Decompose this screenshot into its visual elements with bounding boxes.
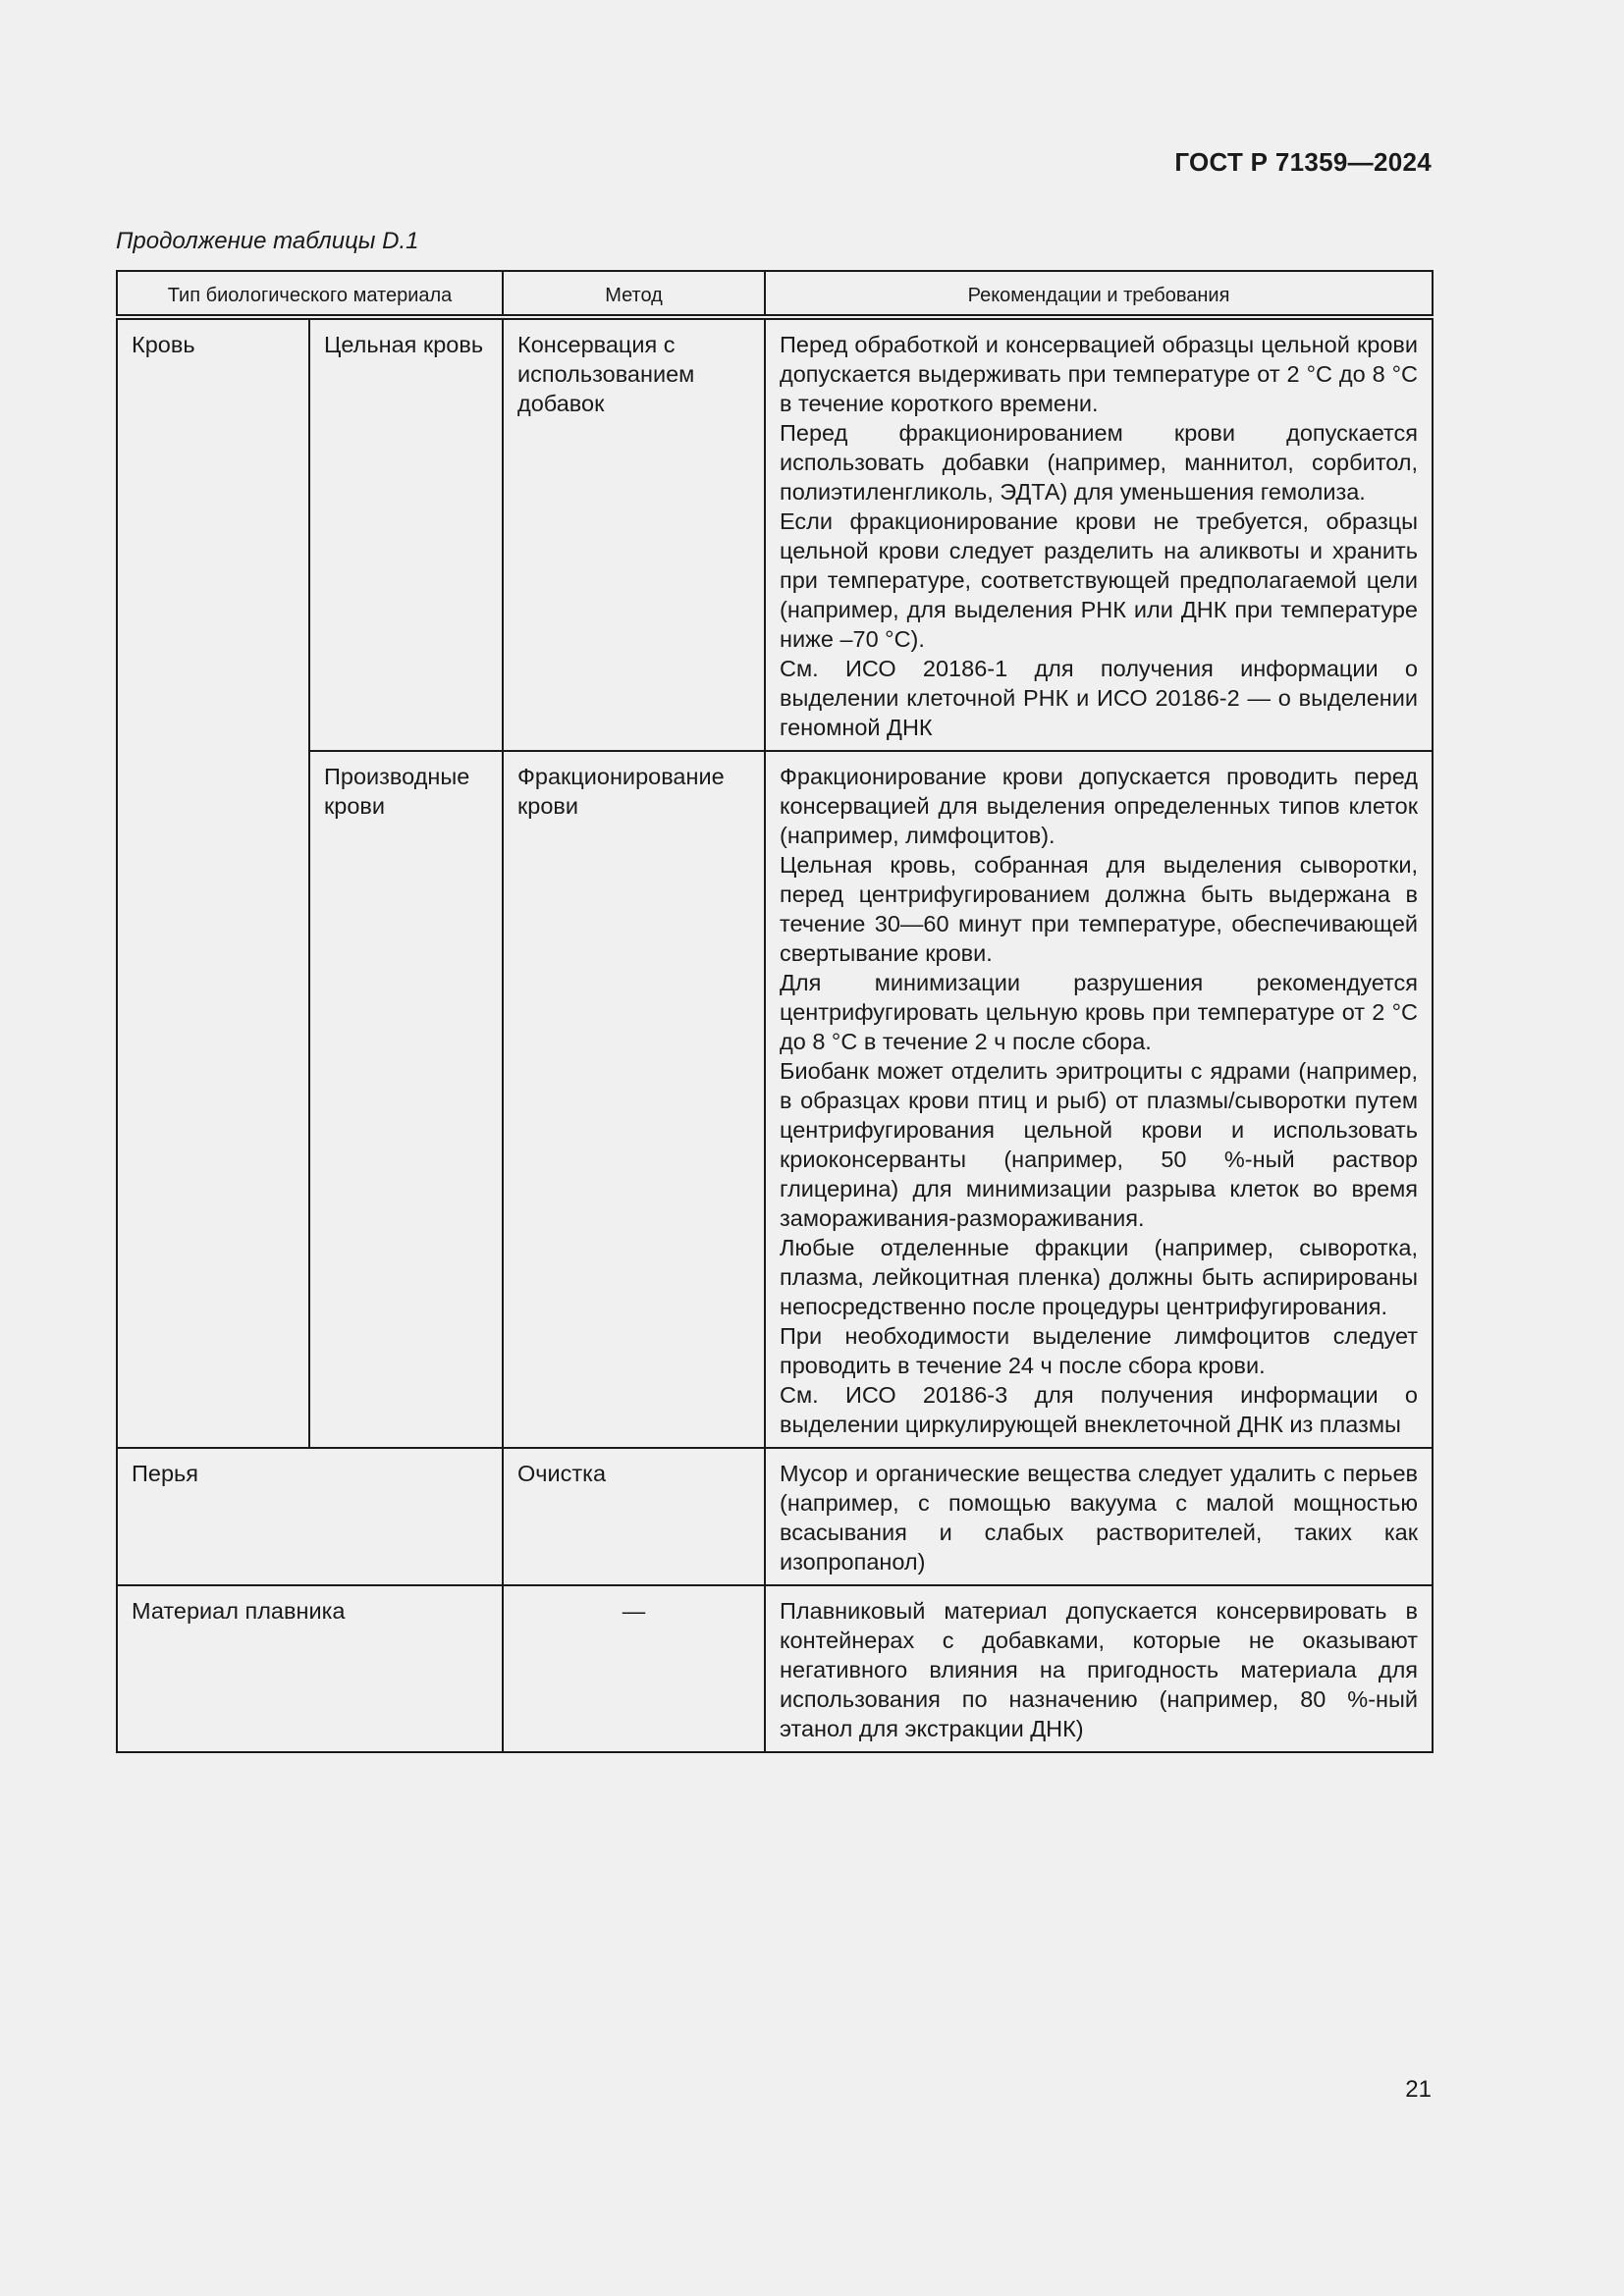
header-recommendations: Рекомендации и требования: [765, 271, 1433, 317]
feathers-type: Перья: [117, 1448, 503, 1585]
paragraph: Для минимизации разрушения рекомендуется центрифугировать цельную кровь при температуре от 2 °С до 8 °С в течение 2 ч после сбора.: [780, 970, 1419, 1054]
whole-blood-recommendations: [765, 317, 1433, 751]
whole-blood-subtype: Цельная кровь: [309, 317, 503, 751]
derived-blood-recommendations: [765, 751, 1433, 1448]
paragraph: Любые отделенные фракции (например, сыворотка, плазма, лейкоцитная пленка) должны быть аспирированы непосредственно после процедуры центрифугирования.: [780, 1235, 1419, 1319]
paragraph: См. ИСО 20186-1 для получения информации о выделении клеточной РНК и ИСО 20186-2 — о выделении геномной ДНК: [780, 656, 1419, 740]
table-row: [117, 1585, 1433, 1752]
paragraph: Если фракционирование крови не требуется, образцы цельной крови следует разделить на аликвоты и хранить при температуре, соответствующей предполагаемой цели (например, для выделения РНК или ДНК при температуре ниже –70 °С).: [780, 508, 1419, 652]
table-caption: Продолжение таблицы D.1: [116, 228, 419, 254]
header-method: Метод: [503, 271, 765, 317]
table-row: [117, 751, 1433, 1448]
fin-method: —: [503, 1585, 765, 1752]
paragraph: Перед фракционированием крови допускается использовать добавки (например, маннитол, сорбитол, полиэтиленгликоль, ЭДТА) для уменьшения гемолиза.: [780, 420, 1419, 505]
fin-type: Материал плавника: [117, 1585, 503, 1752]
page-number: 21: [1405, 2076, 1432, 2103]
paragraph: См. ИСО 20186-3 для получения информации о выделении циркулирующей внеклеточной ДНК из плазмы: [780, 1382, 1419, 1437]
table-d1: [116, 270, 1434, 1753]
paragraph: Фракционирование крови допускается проводить перед консервацией для выделения определенных типов клеток (например, лимфоцитов).: [780, 764, 1419, 848]
paragraph: Цельная кровь, собранная для выделения сыворотки, перед центрифугированием должна быть выдержана в течение 30—60 минут при температуре, обеспечивающей свертывание крови.: [780, 852, 1419, 966]
fin-recommendations: Плавниковый материал допускается консервировать в контейнерах с добавками, которые не оказывают негативного влияния на пригодность материала для использования по назначению (например, 80 %-ный этанол для экстракции ДНК): [765, 1585, 1433, 1752]
table-row: [117, 1448, 1433, 1585]
feathers-method: Очистка: [503, 1448, 765, 1585]
derived-blood-method: Фракционирование крови: [503, 751, 765, 1448]
derived-blood-subtype: Производные крови: [309, 751, 503, 1448]
paragraph: При необходимости выделение лимфоцитов следует проводить в течение 24 ч после сбора крови.: [780, 1323, 1419, 1378]
document-code: ГОСТ Р 71359—2024: [1174, 147, 1432, 177]
paragraph: Перед обработкой и консервацией образцы цельной крови допускается выдерживать при температуре от 2 °С до 8 °С в течение короткого времени.: [780, 332, 1419, 416]
table-row: [117, 317, 1433, 751]
feathers-recommendations: Мусор и органические вещества следует удалить с перьев (например, с помощью вакуума с малой мощностью всасывания и слабых растворителей, таких как изопропанол): [765, 1448, 1433, 1585]
table-header-row: [117, 271, 1433, 317]
header-material-type: Тип биологического материала: [117, 271, 503, 317]
paragraph: Биобанк может отделить эритроциты с ядрами (например, в образцах крови птиц и рыб) от плазмы/сыворотки путем центрифугирования цельной крови и использовать криоконсерванты (например, 50 %-ный раствор глицерина) для минимизации разрыва клеток во время замораживания-размораживания.: [780, 1058, 1419, 1231]
whole-blood-method: Консервация с использованием добавок: [503, 317, 765, 751]
blood-group-cell: Кровь: [117, 317, 309, 1448]
